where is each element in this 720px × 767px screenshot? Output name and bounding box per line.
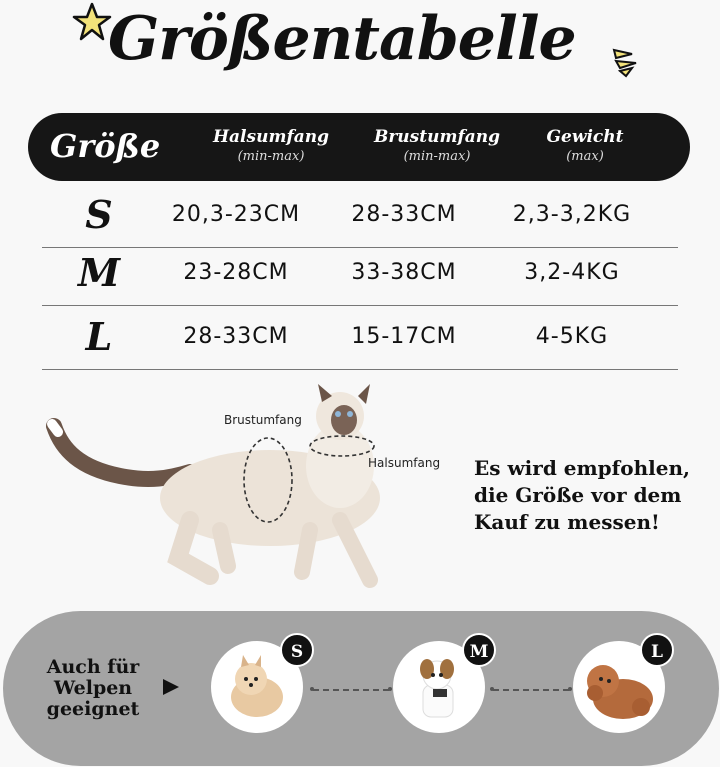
table-row — [42, 182, 678, 248]
size-badge-l: L — [640, 633, 674, 667]
table-row — [42, 304, 678, 370]
neck-label: Halsumfang — [368, 456, 441, 470]
size-cell: L — [85, 314, 113, 359]
cat-illustration — [40, 380, 460, 600]
size-badge-s: S — [280, 633, 314, 667]
chest-label: Brustumfang — [224, 413, 302, 427]
size-badge-m: M — [462, 633, 496, 667]
neck-cell: 20,3-23CM — [171, 202, 301, 227]
size-cell: S — [85, 192, 113, 237]
header-neck — [196, 127, 346, 164]
recommendation-line: Kauf zu messen! — [474, 510, 660, 534]
table-row — [42, 240, 678, 306]
header-chest-sub: (min-max) — [403, 149, 471, 164]
table-header — [28, 113, 690, 181]
chest-cell: 33-38CM — [351, 260, 457, 285]
star-icon — [72, 2, 112, 42]
chest-cell: 28-33CM — [351, 202, 457, 227]
header-size: Größe — [50, 127, 161, 165]
neck-cell: 28-33CM — [183, 324, 289, 349]
arrow-right-icon — [163, 679, 179, 695]
puppy-label-line: geeignet — [46, 698, 140, 720]
chest-cell: 15-17CM — [351, 324, 457, 349]
header-weight — [510, 127, 660, 164]
weight-cell: 2,3-3,2KG — [512, 202, 632, 227]
weight-cell: 4-5KG — [535, 324, 609, 349]
connector-line — [493, 689, 569, 691]
header-neck-label: Halsumfang — [212, 127, 330, 147]
header-chest — [362, 127, 512, 164]
header-weight-sub: (max) — [566, 149, 604, 164]
puppy-label — [33, 657, 153, 720]
connector-line — [313, 689, 389, 691]
neck-cell: 23-28CM — [183, 260, 289, 285]
recommendation-text — [474, 455, 690, 536]
recommendation-line: Es wird empfohlen, — [474, 456, 690, 480]
size-cell: M — [77, 250, 121, 295]
weight-cell: 3,2-4KG — [524, 260, 620, 285]
recommendation-line: die Größe vor dem — [474, 483, 682, 507]
puppy-label-line: Welpen — [53, 677, 133, 699]
header-weight-label: Gewicht — [546, 127, 624, 147]
puppy-band — [3, 611, 719, 766]
title-area — [0, 0, 720, 100]
page-title: Größentabelle — [108, 4, 576, 74]
puppy-label-line: Auch für — [46, 656, 140, 678]
burst-icon — [612, 46, 642, 78]
header-chest-label: Brustumfang — [373, 127, 501, 147]
header-neck-sub: (min-max) — [237, 149, 305, 164]
